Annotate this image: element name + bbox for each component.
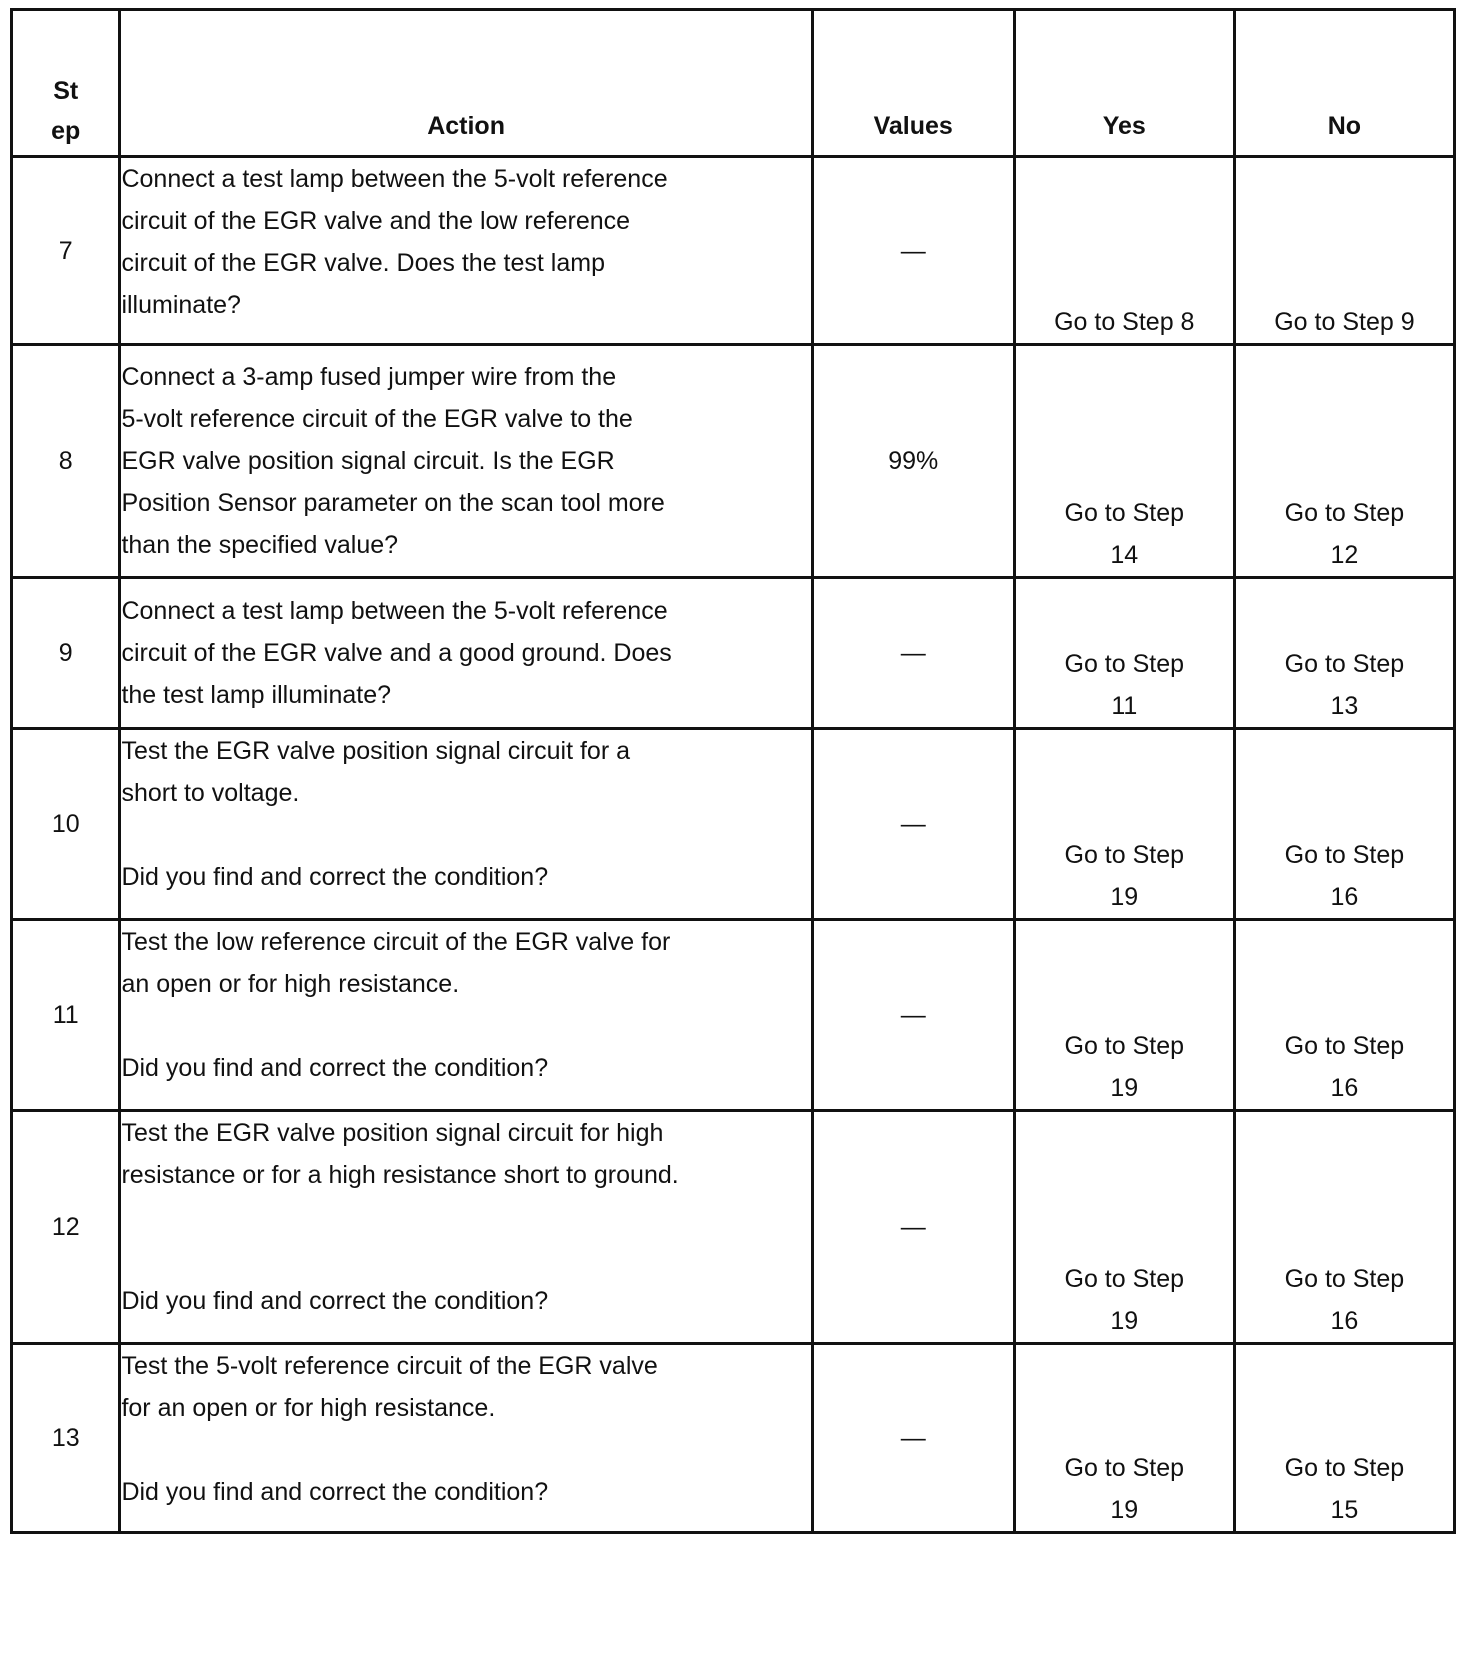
table-header-row	[12, 10, 1455, 157]
table-row	[12, 1344, 1455, 1533]
step-number: 8	[12, 345, 120, 578]
no-outcome: Go to Step 12	[1234, 345, 1454, 578]
action-text: Connect a test lamp between the 5-volt reference circuit of the EGR valve and the low reference circuit of the EGR valve. Does the test lamp illuminate?	[120, 157, 812, 345]
action-text: Test the 5-volt reference circuit of the EGR valve for an open or for high resistance. Did you find and correct the condition?	[120, 1344, 812, 1533]
no-outcome: Go to Step 16	[1234, 729, 1454, 920]
action-text: Test the EGR valve position signal circuit for a short to voltage. Did you find and correct the condition?	[120, 729, 812, 920]
table-row	[12, 920, 1455, 1111]
yes-column-header: Yes	[1014, 10, 1234, 157]
no-outcome: Go to Step 16	[1234, 920, 1454, 1111]
no-outcome: Go to Step 15	[1234, 1344, 1454, 1533]
table-row	[12, 1111, 1455, 1344]
yes-outcome: Go to Step 19	[1014, 920, 1234, 1111]
yes-outcome: Go to Step 14	[1014, 345, 1234, 578]
value-cell: —	[812, 920, 1014, 1111]
step-column-header: St ep	[12, 10, 120, 157]
value-cell: —	[812, 729, 1014, 920]
no-column-header: No	[1234, 10, 1454, 157]
action-text: Test the EGR valve position signal circuit for high resistance or for a high resistance short to ground. Did you find and correct the condition?	[120, 1111, 812, 1344]
yes-outcome: Go to Step 8	[1014, 157, 1234, 345]
action-text: Test the low reference circuit of the EGR valve for an open or for high resistance. Did you find and correct the condition?	[120, 920, 812, 1111]
step-number: 7	[12, 157, 120, 345]
no-outcome: Go to Step 9	[1234, 157, 1454, 345]
step-number: 10	[12, 729, 120, 920]
value-cell: —	[812, 1344, 1014, 1533]
diagnostic-table	[10, 8, 1456, 1534]
values-column-header: Values	[812, 10, 1014, 157]
yes-outcome: Go to Step 19	[1014, 1344, 1234, 1533]
table-row	[12, 729, 1455, 920]
table-row	[12, 345, 1455, 578]
no-outcome: Go to Step 13	[1234, 578, 1454, 729]
value-cell: —	[812, 1111, 1014, 1344]
step-number: 13	[12, 1344, 120, 1533]
table-row	[12, 578, 1455, 729]
action-text: Connect a 3-amp fused jumper wire from the 5-volt reference circuit of the EGR valve to the EGR valve position signal circuit. Is the EGR Position Sensor parameter on the scan tool more than the specified value?	[120, 345, 812, 578]
action-column-header: Action	[120, 10, 812, 157]
value-cell: —	[812, 578, 1014, 729]
yes-outcome: Go to Step 19	[1014, 729, 1234, 920]
step-number: 12	[12, 1111, 120, 1344]
table-row	[12, 157, 1455, 345]
yes-outcome: Go to Step 19	[1014, 1111, 1234, 1344]
action-text: Connect a test lamp between the 5-volt reference circuit of the EGR valve and a good ground. Does the test lamp illuminate?	[120, 578, 812, 729]
no-outcome: Go to Step 16	[1234, 1111, 1454, 1344]
value-cell: —	[812, 157, 1014, 345]
yes-outcome: Go to Step 11	[1014, 578, 1234, 729]
step-number: 9	[12, 578, 120, 729]
step-number: 11	[12, 920, 120, 1111]
value-cell: 99%	[812, 345, 1014, 578]
